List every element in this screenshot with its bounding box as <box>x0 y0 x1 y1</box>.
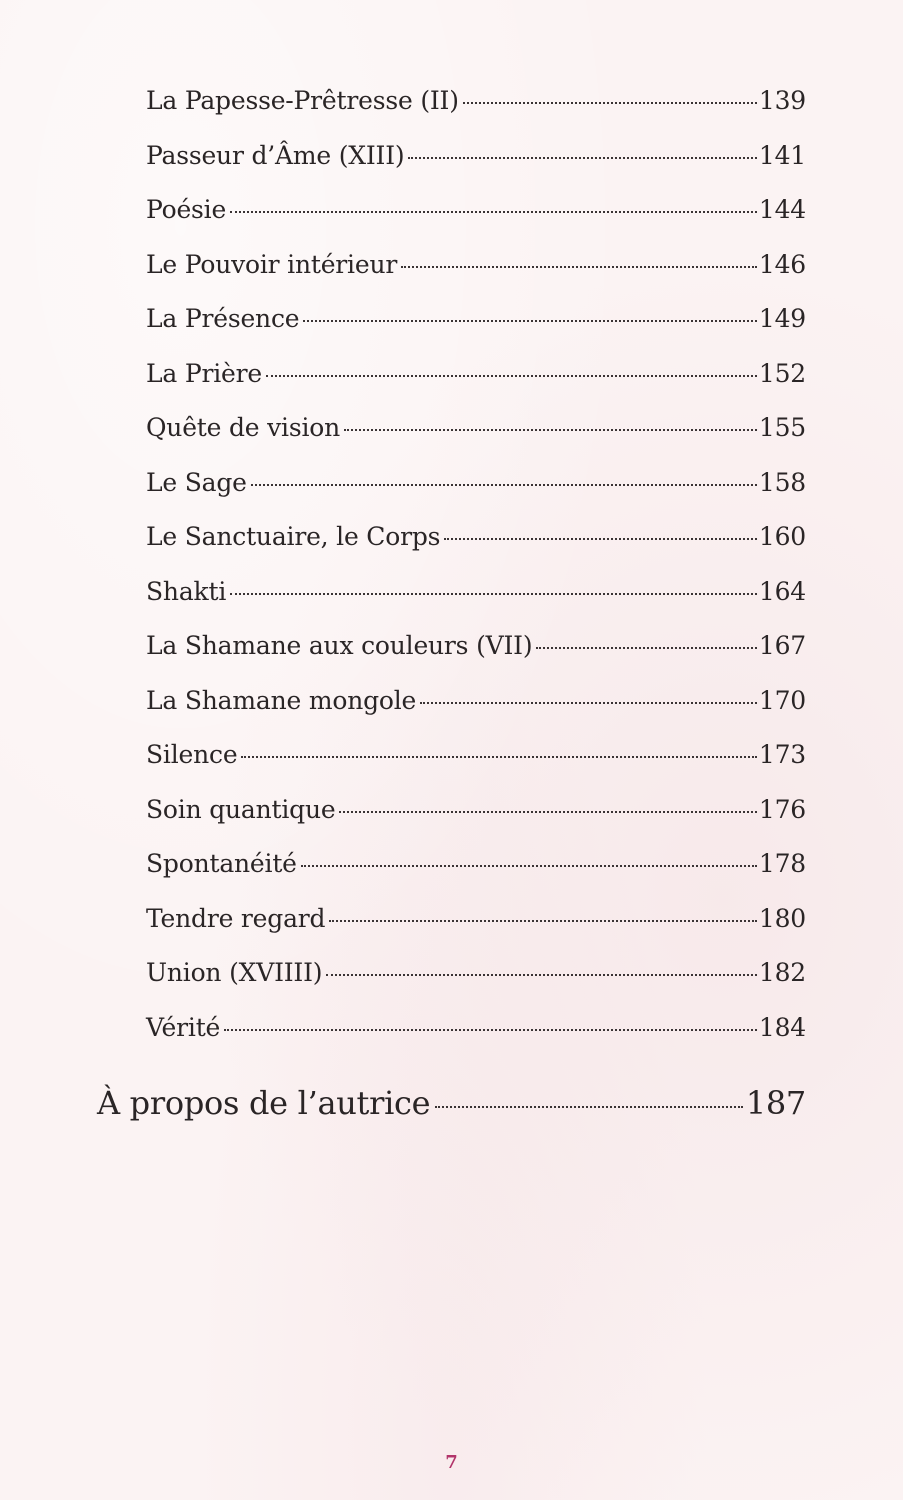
dot-leader <box>251 484 757 486</box>
toc-entry-title: Poésie <box>146 195 227 224</box>
toc-entry-page: 184 <box>758 1012 806 1042</box>
toc-entry-title: La Papesse-Prêtresse (II) <box>146 86 459 115</box>
page-number: 7 <box>445 1452 458 1473</box>
toc-entry-title: Le Sanctuaire, le Corps <box>146 522 441 551</box>
toc-entry-page: 139 <box>758 86 806 115</box>
toc-entry[interactable] <box>146 413 806 468</box>
toc-entry[interactable] <box>146 250 806 305</box>
dot-leader <box>230 211 757 213</box>
toc-entry-title: Tendre regard <box>146 903 326 933</box>
toc-entry-page: 180 <box>758 903 806 933</box>
dot-leader <box>329 920 757 922</box>
dot-leader <box>344 429 757 431</box>
toc-entry-page: 187 <box>745 1084 806 1122</box>
dot-leader <box>326 974 757 976</box>
toc-entry[interactable] <box>146 958 806 1013</box>
dot-leader <box>435 1106 743 1108</box>
toc-entry-title: Passeur d’Âme (XIII) <box>146 140 405 170</box>
toc-entry-title: La Prière <box>146 358 262 388</box>
toc-entry-title: Soin quantique <box>146 794 336 824</box>
dot-leader <box>303 320 757 322</box>
toc-entry[interactable] <box>146 141 806 196</box>
toc-entry-page: 173 <box>758 740 806 769</box>
toc-entry[interactable] <box>146 740 806 795</box>
toc-entry-page: 152 <box>758 358 806 388</box>
dot-leader <box>230 593 757 595</box>
toc-entry[interactable] <box>146 195 806 250</box>
toc-entry-page: 170 <box>758 685 806 715</box>
toc-entry[interactable] <box>146 849 806 904</box>
toc-entry-page: 155 <box>758 413 806 442</box>
toc-entry[interactable] <box>146 522 806 577</box>
toc-entry-title: Silence <box>146 740 238 769</box>
dot-leader <box>536 647 756 649</box>
toc-entry[interactable] <box>146 631 806 686</box>
toc-entry-title: Union (XVIIII) <box>146 958 323 987</box>
toc-entry-page: 164 <box>758 576 806 606</box>
toc-entry[interactable] <box>146 86 806 141</box>
toc-entry-page: 178 <box>758 849 806 878</box>
toc-entry-page: 158 <box>758 467 806 497</box>
toc-entry-page: 176 <box>758 794 806 824</box>
toc-entry[interactable] <box>146 1013 806 1068</box>
toc-entry[interactable] <box>146 304 806 359</box>
dot-leader <box>408 157 756 159</box>
toc-entry[interactable] <box>146 577 806 632</box>
dot-leader <box>266 375 757 377</box>
toc-entry[interactable] <box>146 904 806 959</box>
dot-leader <box>241 756 756 758</box>
toc-entry[interactable] <box>146 468 806 523</box>
toc-entry-title: La Shamane aux couleurs (VII) <box>146 631 533 660</box>
toc-entry[interactable] <box>146 686 806 741</box>
toc-entry[interactable] <box>146 359 806 414</box>
toc-entry-page: 160 <box>758 522 806 551</box>
dot-leader <box>420 702 757 704</box>
toc-entry-title: Le Pouvoir intérieur <box>146 249 398 279</box>
dot-leader <box>339 811 756 813</box>
toc-entry-page: 167 <box>758 631 806 660</box>
toc-entry-page: 141 <box>758 140 806 170</box>
table-of-contents <box>146 86 806 1067</box>
toc-entry-title: À propos de l’autrice <box>97 1084 431 1122</box>
toc-entry-title: Quête de vision <box>146 413 341 442</box>
toc-entry-page: 182 <box>758 958 806 987</box>
toc-entry-title: Shakti <box>146 576 227 606</box>
dot-leader <box>444 538 757 540</box>
toc-entry-title: Spontanéité <box>146 849 297 878</box>
toc-entry-title: Vérité <box>146 1012 221 1042</box>
dot-leader <box>224 1029 757 1031</box>
dot-leader <box>463 102 757 104</box>
toc-entry-title: La Shamane mongole <box>146 685 417 715</box>
toc-entry-title: Le Sage <box>146 467 247 497</box>
toc-entry[interactable] <box>146 795 806 850</box>
toc-entry-title: La Présence <box>146 304 300 333</box>
toc-entry-page: 144 <box>758 195 806 224</box>
toc-entry-about-author[interactable] <box>97 1084 806 1122</box>
dot-leader <box>401 266 757 268</box>
toc-entry-page: 146 <box>758 249 806 279</box>
dot-leader <box>301 865 757 867</box>
toc-entry-page: 149 <box>758 304 806 333</box>
